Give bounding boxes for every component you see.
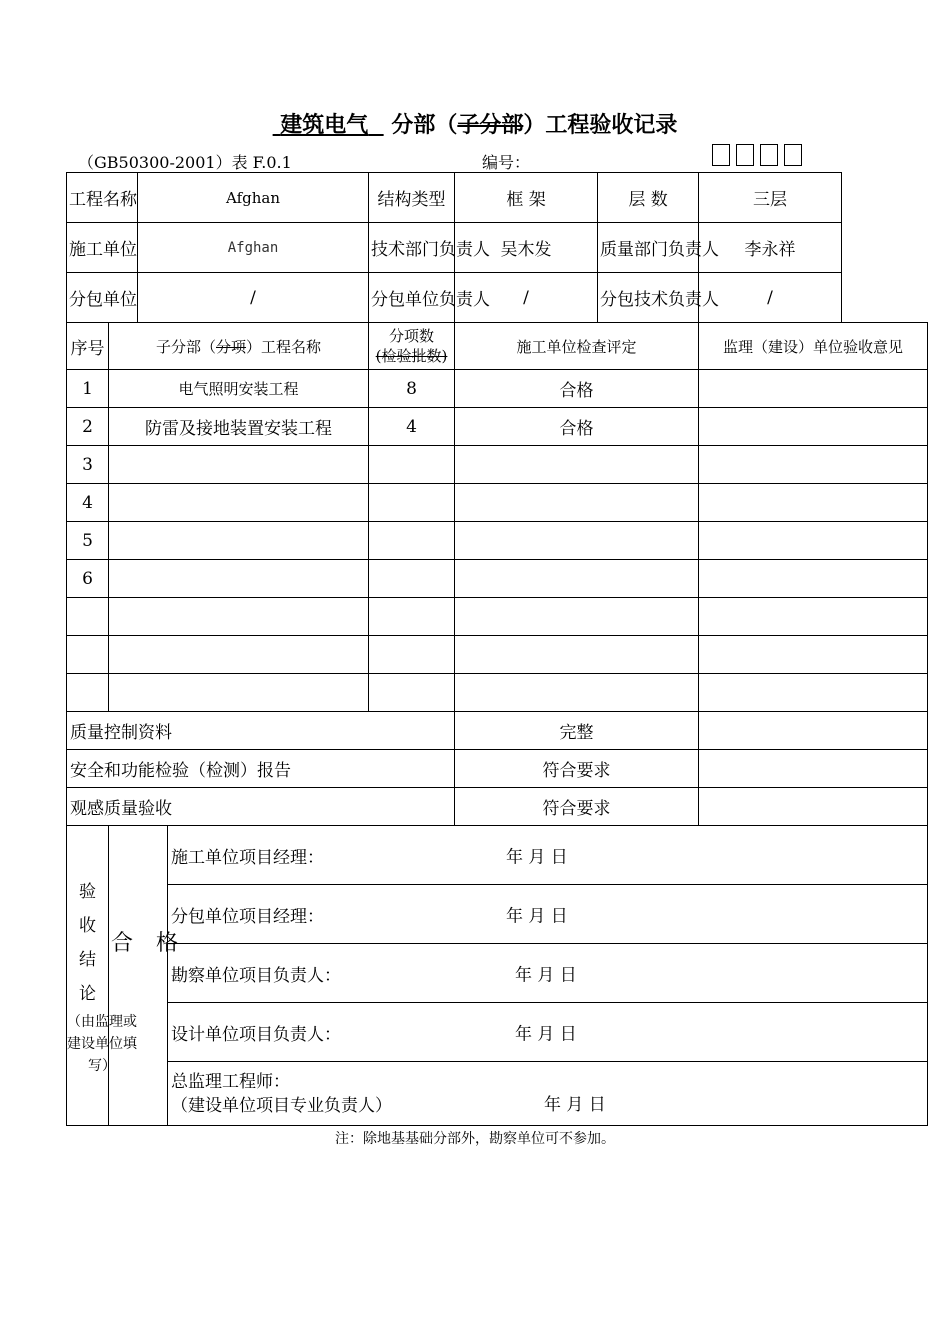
row-eval [455,636,699,674]
floors-label: 层 数 [598,173,699,223]
row-seq: 6 [67,560,109,598]
name-header: 子分部（分项）工程名称 [109,323,369,370]
row-opinion[interactable] [699,446,928,484]
signer-date: 年 月 日 [506,906,568,927]
info-row [67,223,928,273]
page-title [0,108,950,139]
row-opinion[interactable] [699,560,928,598]
table-row [67,446,928,484]
sub-tech-head-value: / [699,273,842,323]
chief-role: 总监理工程师： [171,1071,290,1092]
number-box[interactable] [736,144,754,166]
row-eval [455,484,699,522]
chief-role-note: （建设单位项目专业负责人） [171,1095,392,1116]
summary-label: 观感质量验收 [67,788,455,826]
signer-row [67,885,928,944]
summary-row [67,750,928,788]
column-header-row [67,323,928,370]
row-opinion[interactable] [699,370,928,408]
summary-opinion[interactable] [699,788,928,826]
row-name: 电气照明安装工程 [109,370,369,408]
contractor-value: Afghan [138,223,369,273]
row-eval [455,560,699,598]
row-name [109,484,369,522]
table-row [67,484,928,522]
structure-type-value: 框 架 [455,173,598,223]
quality-head-value: 李永祥 [699,223,842,273]
table-row [67,522,928,560]
signer-row [67,826,928,885]
row-opinion[interactable] [699,674,928,712]
conclusion-char: 收 [79,915,96,936]
summary-value: 符合要求 [455,750,699,788]
row-opinion[interactable] [699,408,928,446]
signer-role: 设计单位项目负责人： [171,1024,341,1045]
row-seq [67,674,109,712]
info-row [67,173,928,223]
row-seq [67,636,109,674]
project-name-value: Afghan [138,173,369,223]
row-seq: 4 [67,484,109,522]
row-count [369,560,455,598]
summary-opinion[interactable] [699,750,928,788]
row-seq: 2 [67,408,109,446]
table-row [67,636,928,674]
info-row [67,273,928,323]
row-name [109,522,369,560]
signer-cell [168,1003,928,1062]
row-count [369,446,455,484]
row-name: 防雷及接地装置安装工程 [109,408,369,446]
footnote: 注：除地基基础分部外，勘察单位可不参加。 [335,1131,615,1147]
seq-header: 序号 [67,323,109,370]
table-row [67,370,928,408]
opinion-header: 监理（建设）单位验收意见 [699,323,928,370]
signer-role: 施工单位项目经理： [171,847,324,868]
conclusion-char: 验 [79,881,96,902]
row-count [369,674,455,712]
row-name [109,598,369,636]
subcontractor-value: / [138,273,369,323]
number-boxes [712,144,802,166]
number-box[interactable] [760,144,778,166]
row-eval: 合格 [455,408,699,446]
summary-row [67,712,928,750]
chief-signer-cell [168,1062,928,1126]
row-count: 4 [369,408,455,446]
row-name [109,446,369,484]
row-name [109,674,369,712]
chief-signer-row [67,1062,928,1126]
conclusion-result: 合 格 [109,826,168,1126]
row-seq: 3 [67,446,109,484]
signer-row [67,944,928,1003]
number-box[interactable] [712,144,730,166]
sub-head-label: 分包单位负责人 [369,273,455,323]
row-eval [455,522,699,560]
table-row [67,674,928,712]
conclusion-char: 论 [79,983,96,1004]
row-opinion[interactable] [699,636,928,674]
summary-opinion[interactable] [699,712,928,750]
table-row [67,408,928,446]
signer-role: 勘察单位项目负责人： [171,965,341,986]
number-box[interactable] [784,144,802,166]
chief-date: 年 月 日 [544,1094,606,1115]
signer-cell [168,826,928,885]
signer-cell [168,944,928,1003]
row-opinion[interactable] [699,522,928,560]
sub-tech-head-label: 分包技术负责人 [598,273,699,323]
title-part: 分部（ [391,113,458,138]
signer-date: 年 月 日 [506,847,568,868]
row-eval [455,674,699,712]
row-eval [455,446,699,484]
title-struck-part: 子分部 [457,113,524,138]
row-count [369,522,455,560]
count-header: 分项数 (检验批数) [369,323,455,370]
summary-row [67,788,928,826]
structure-type-label: 结构类型 [369,173,455,223]
row-seq: 5 [67,522,109,560]
summary-label: 质量控制资料 [67,712,455,750]
summary-value: 符合要求 [455,788,699,826]
row-eval: 合格 [455,370,699,408]
form-meta [68,150,870,172]
tech-head-label: 技术部门负责人 [369,223,455,273]
row-seq [67,598,109,636]
row-count [369,598,455,636]
row-opinion[interactable] [699,598,928,636]
row-count [369,636,455,674]
row-name [109,636,369,674]
standard-code: （GB50300-2001）表 F.0.1 [78,153,292,172]
conclusion-char: 结 [79,949,96,970]
signer-cell [168,885,928,944]
row-seq: 1 [67,370,109,408]
title-division: 建筑电气 [280,113,369,138]
summary-value: 完整 [455,712,699,750]
summary-label: 安全和功能检验（检测）报告 [67,750,455,788]
table-row [67,598,928,636]
eval-header: 施工单位检查评定 [455,323,699,370]
row-count [369,484,455,522]
quality-head-label: 质量部门负责人 [598,223,699,273]
number-label: 编号： [482,153,531,172]
subcontractor-label: 分包单位 [67,273,138,323]
signer-role: 分包单位项目经理： [171,906,324,927]
row-eval [455,598,699,636]
signer-date: 年 月 日 [515,1024,577,1045]
sub-head-value: / [455,273,598,323]
conclusion-note: （由监理或建设单位填写） [67,1013,137,1074]
floors-value: 三层 [699,173,842,223]
project-name-label: 工程名称 [67,173,138,223]
title-part: ）工程验收记录 [523,113,678,138]
row-count: 8 [369,370,455,408]
row-opinion[interactable] [699,484,928,522]
contractor-label: 施工单位 [67,223,138,273]
signer-date: 年 月 日 [515,965,577,986]
tech-head-value: 吴木发 [455,223,598,273]
conclusion-label [67,826,137,1126]
signer-row [67,1003,928,1062]
table-row [67,560,928,598]
row-name [109,560,369,598]
acceptance-record-table [66,172,928,1126]
